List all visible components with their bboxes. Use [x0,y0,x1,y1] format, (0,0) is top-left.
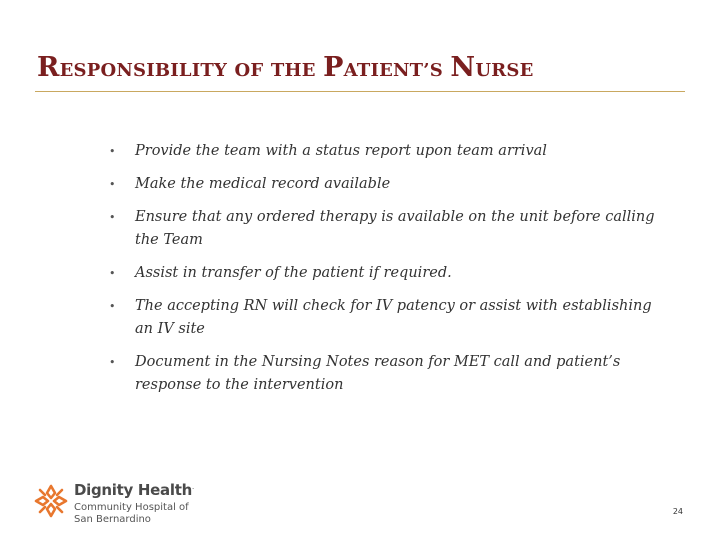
bullet-marker: • [109,211,116,224]
logo-trademark: . [191,483,194,491]
dignity-health-logo [33,479,203,529]
bullet-marker: • [109,267,116,280]
logo-subtitle-line1: Community Hospital of [74,502,189,513]
bullet-text: Make the medical record available [135,176,391,192]
bullet-list [106,140,666,407]
title-initial-n: N [450,52,476,83]
bullet-text: Assist in transfer of the patient if required. [135,265,452,281]
bullet-text: Ensure that any ordered therapy is available on the unit before calling the Team [135,209,655,248]
bullet-marker: • [109,300,116,313]
title-word-nurse: URSE [475,60,534,81]
bullet-item [106,206,666,252]
title-word-responsibility: ESPONSIBILITY [59,60,228,81]
bullet-item [106,262,666,285]
bullet-item [106,140,666,163]
page-number: 24 [672,507,683,516]
logo-name [74,481,194,499]
title-initial-p: P [323,52,344,83]
logo-subtitle [74,502,189,526]
slide-title [37,52,534,84]
bullet-marker: • [109,178,116,191]
bullet-text: Document in the Nursing Notes reason for MET call and patient’s response to the intervention [135,354,621,393]
bullet-item [106,351,666,397]
title-word-of: OF [234,60,264,81]
title-word-patients: ATIENT’S [343,60,443,81]
bullet-item [106,295,666,341]
bullet-marker: • [109,145,116,158]
title-initial-r: R [37,52,60,83]
title-divider [35,91,685,92]
bullet-text: The accepting RN will check for IV patency or assist with establishing an IV site [135,298,652,337]
title-word-the: THE [270,60,316,81]
logo-name-text: Dignity Health [74,481,192,499]
bullet-text: Provide the team with a status report upon team arrival [135,143,547,159]
bullet-marker: • [109,356,116,369]
logo-subtitle-line2: San Bernardino [74,514,151,525]
dignity-health-star-icon [33,483,69,519]
bullet-item [106,173,666,196]
